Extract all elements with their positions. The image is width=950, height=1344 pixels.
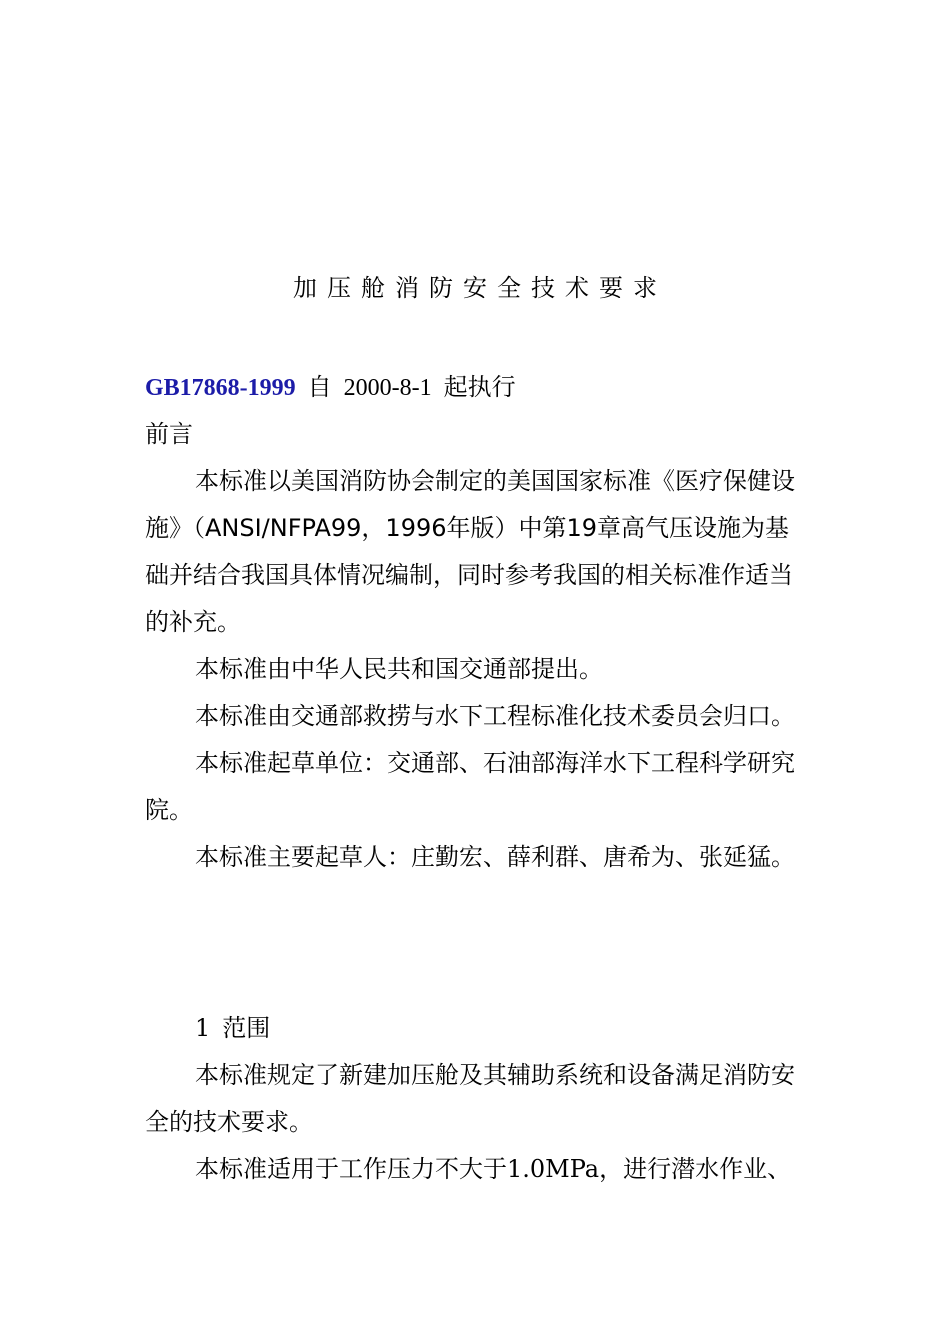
foreword-paragraph: 本标准主要起草人：庄勤宏、薛利群、唐希为、张延猛。: [195, 843, 795, 871]
section-paragraph: 本标准规定了新建加压舱及其辅助系统和设备满足消防安全的技术要求。: [145, 1061, 795, 1136]
foreword-paragraph: 本标准以美国消防协会制定的美国国家标准《医疗保健设施》（ANSI/NFPA99，1996年版）中第19章高气压设施为基础并结合我国具体情况编制，同时参考我国的相关标准作适当的补充。: [145, 467, 795, 636]
standard-info-line: [145, 364, 810, 412]
foreword-paragraph: 本标准起草单位：交通部、石油部海洋水下工程科学研究院。: [145, 749, 795, 824]
foreword-paragraph: 本标准由交通部救捞与水下工程标准化技术委员会归口。: [195, 702, 795, 730]
section-title: 范围: [222, 1014, 271, 1042]
foreword-heading: 前言: [145, 420, 193, 448]
standard-prefix: 自: [307, 373, 332, 401]
standard-date: 2000-8-1: [343, 375, 432, 401]
section-heading: [145, 1005, 810, 1052]
standard-code: GB17868-1999: [145, 375, 296, 401]
section-number: 1: [195, 1014, 211, 1042]
foreword: [145, 411, 810, 881]
standard-suffix: 起执行: [443, 373, 516, 401]
document-title: 加压舱消防安全技术要求: [293, 274, 667, 302]
section-scope: [145, 1005, 810, 1193]
foreword-paragraph: 本标准由中华人民共和国交通部提出。: [195, 655, 603, 683]
section-paragraph: 本标准适用于工作压力不大于1.0MPa，进行潜水作业、: [195, 1155, 792, 1183]
